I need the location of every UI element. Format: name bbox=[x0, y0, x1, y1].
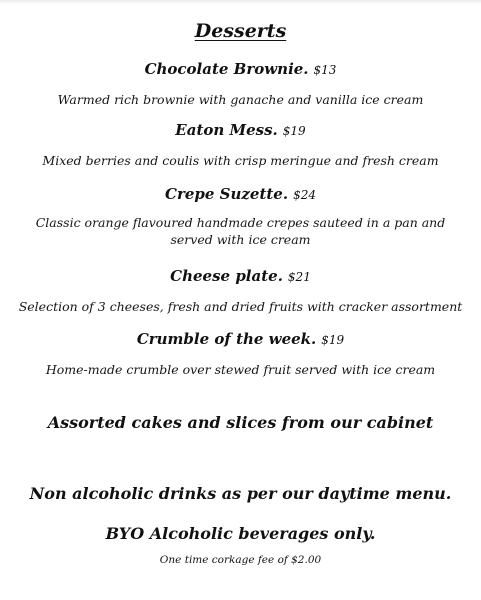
menu-item-chocolate-brownie bbox=[0, 60, 481, 78]
corkage-note: One time corkage fee of $2.00 bbox=[159, 554, 322, 566]
top-border bbox=[0, 0, 481, 4]
menu-item-eaton-mess bbox=[0, 121, 481, 139]
item-price: $24 bbox=[293, 188, 316, 202]
item-description: Mixed berries and coulis with crisp meringue and fresh cream bbox=[42, 153, 439, 168]
item-name: Eaton Mess. bbox=[175, 121, 278, 139]
item-price: $13 bbox=[313, 63, 337, 77]
cabinet-note: Assorted cakes and slices from our cabinet bbox=[47, 413, 434, 432]
item-description: Classic orange flavoured handmade crepes sauteed in a pan and served with ice cream bbox=[35, 215, 446, 247]
menu-item-cheese-plate bbox=[0, 267, 481, 285]
item-name: Crepe Suzette. bbox=[165, 185, 289, 203]
item-description: Selection of 3 cheeses, fresh and dried fruits with cracker assortment bbox=[18, 299, 463, 314]
drinks-note: Non alcoholic drinks as per our daytime menu. bbox=[29, 484, 452, 503]
item-price: $19 bbox=[282, 124, 306, 138]
item-name: Cheese plate. bbox=[170, 267, 283, 285]
item-price: $19 bbox=[321, 333, 345, 347]
item-description: Home-made crumble over stewed fruit served with ice cream bbox=[45, 362, 436, 377]
item-price: $21 bbox=[287, 270, 311, 284]
menu-title: Desserts bbox=[194, 20, 287, 42]
item-name: Crumble of the week. bbox=[136, 330, 317, 348]
item-description: Warmed rich brownie with ganache and vanilla ice cream bbox=[57, 92, 424, 107]
item-name: Chocolate Brownie. bbox=[144, 60, 309, 78]
byo-note: BYO Alcoholic beverages only. bbox=[105, 524, 376, 543]
menu-item-crumble-of-the-week bbox=[0, 330, 481, 348]
menu-item-crepe-suzette bbox=[0, 185, 481, 203]
